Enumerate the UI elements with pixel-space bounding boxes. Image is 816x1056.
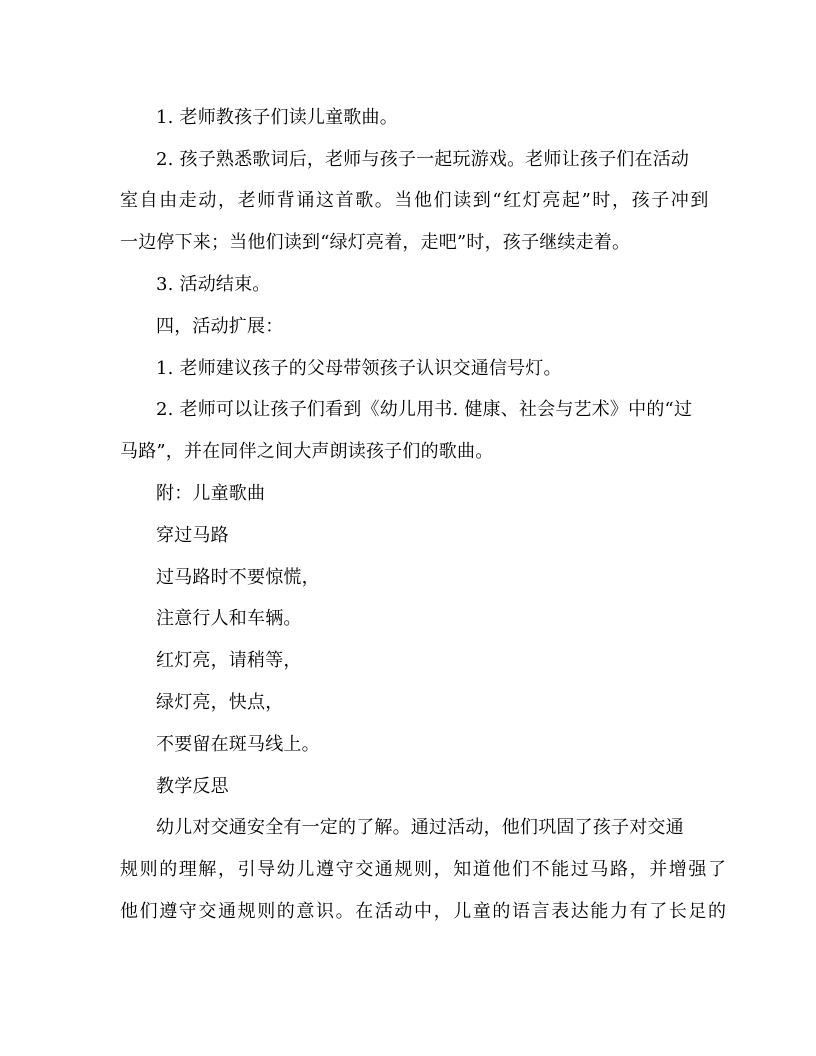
step-2-line-3: 一边停下来；当他们读到“绿灯亮着，走吧”时，孩子继续走着。 [120, 232, 631, 253]
song-line-3: 红灯亮，请稍等， [156, 650, 302, 671]
appendix-heading: 附：儿童歌曲 [156, 483, 266, 504]
extension-item-1: 1. 老师建议孩子的父母带领孩子认识交通信号灯。 [156, 358, 562, 379]
extension-item-2-line-2: 马路”，并在同伴之间大声朗读孩子们的歌曲。 [120, 441, 494, 462]
song-line-5: 不要留在斑马线上。 [156, 734, 320, 755]
reflection-heading: 教学反思 [156, 776, 229, 797]
extension-item-2-line-1: 2. 老师可以让孩子们看到《幼儿用书. 健康、社会与艺术》中的“过 [156, 399, 693, 420]
reflection-line-1: 幼儿对交通安全有一定的了解。通过活动，他们巩固了孩子对交通 [156, 817, 684, 838]
reflection-line-3: 他们遵守交通规则的意识。在活动中，儿童的语言表达能力有了长足的 [120, 901, 728, 922]
step-3-line: 3. 活动结束。 [156, 274, 271, 295]
song-line-2: 注意行人和车辆。 [156, 608, 302, 629]
step-2-line-1: 2. 孩子熟悉歌词后，老师与孩子一起玩游戏。老师让孩子们在活动 [156, 149, 690, 170]
song-title: 穿过马路 [156, 525, 229, 546]
song-line-1: 过马路时不要惊慌， [156, 567, 320, 588]
reflection-line-2: 规则的理解，引导幼儿遵守交通规则，知道他们不能过马路，并增强了 [120, 859, 728, 880]
step-2-line-2: 室自由走动，老师背诵这首歌。当他们读到“红灯亮起”时，孩子冲到 [120, 190, 711, 211]
song-line-4: 绿灯亮，快点， [156, 692, 284, 713]
step-1-line: 1. 老师教孩子们读儿童歌曲。 [156, 107, 398, 128]
section-heading-extension: 四，活动扩展： [156, 316, 284, 337]
